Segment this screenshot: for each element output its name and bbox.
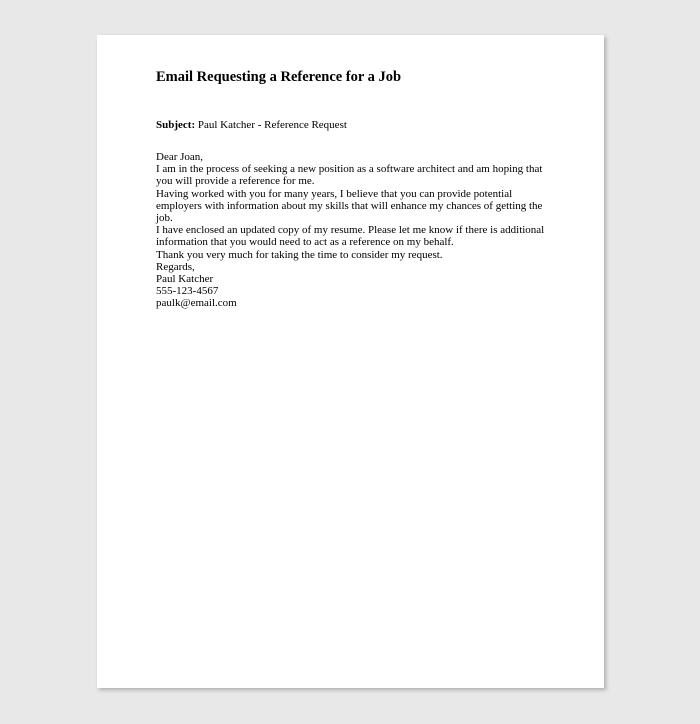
letter-body [156, 151, 546, 310]
paragraph-1: I am in the process of seeking a new position as a software architect and am hoping that you will provide a reference for me. [156, 163, 543, 188]
paragraph-2: Having worked with you for many years, I believe that you can provide potential employers with information about my skills that will enhance my chances of getting the job. [156, 187, 543, 225]
paragraph-4: Thank you very much for taking the time to consider my request. [156, 248, 443, 261]
signature-name: Paul Katcher [156, 273, 214, 286]
subject-line [156, 119, 347, 131]
subject-value: Paul Katcher - Reference Request [195, 119, 347, 131]
document-title: Email Requesting a Reference for a Job [156, 69, 402, 85]
signature-email: paulk@email.com [156, 297, 237, 310]
signature-phone: 555-123-4567 [156, 285, 219, 298]
subject-label: Subject: [156, 119, 196, 131]
greeting: Dear Joan, [156, 151, 204, 163]
document-page [97, 35, 604, 688]
closing: Regards, [156, 260, 195, 273]
paragraph-3: I have enclosed an updated copy of my resume. Please let me know if there is additional information that you would need to act as a reference on my behalf. [156, 224, 545, 249]
